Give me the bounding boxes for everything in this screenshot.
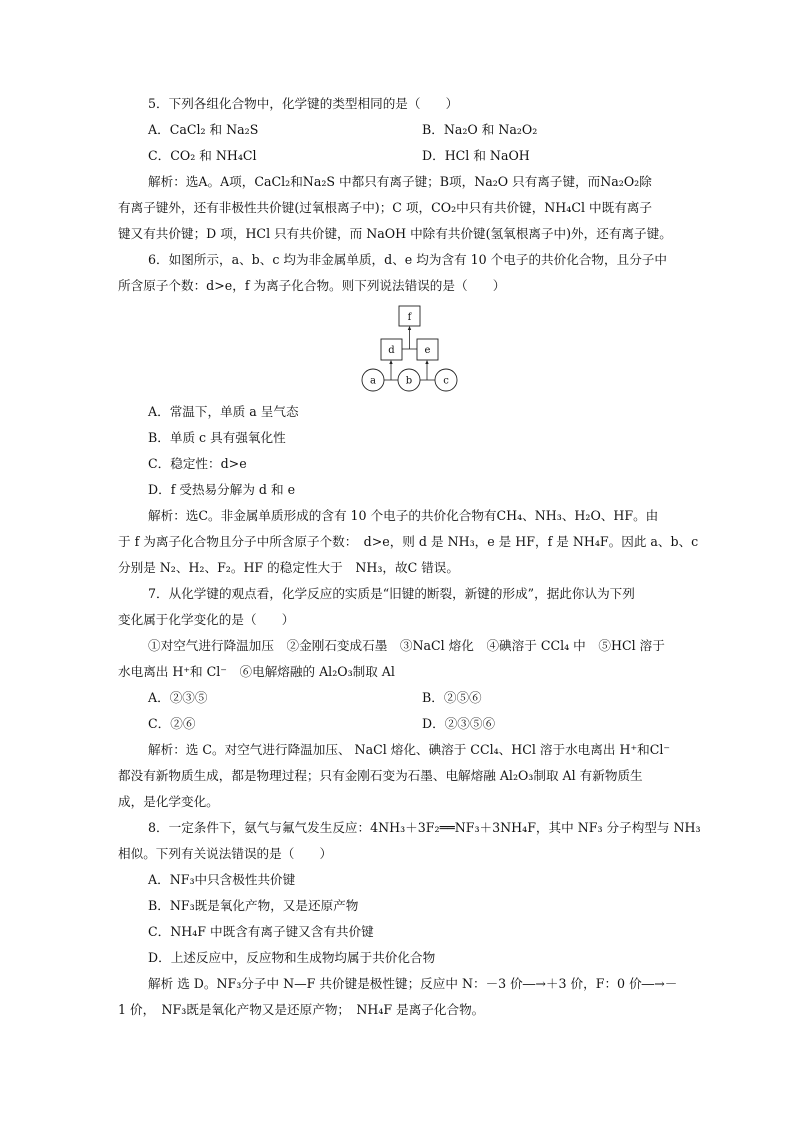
q6-stem-line-2: 所含原子个数：d>e，f 为离子化合物。则下列说法错误的是（ ） xyxy=(118,278,506,293)
q8-option-c: C．NH₄F 中既含有离子键又含有共价键 xyxy=(148,924,374,939)
q7-option-c: C．②⑥ xyxy=(148,716,196,731)
label-b: b xyxy=(405,375,413,387)
q8-stem-line-2: 相似。下列有关说法错误的是（ ） xyxy=(118,846,333,861)
q8-stem-line-1: 8．一定条件下，氨气与氟气发生反应：4NH₃＋3F₂══NF₃＋3NH₄F，其中 NF₃ 分子构型与 NH₃ xyxy=(148,820,701,835)
q8-option-a: A．NF₃中只含极性共价键 xyxy=(148,872,296,887)
q7-analysis-line-1: 解析：选 C。对空气进行降温加压、 NaCl 熔化、碘溶于 CCl₄、HCl 溶于水电离出 H⁺和Cl⁻ xyxy=(148,742,671,757)
q7-stem-line-2: 变化属于化学变化的是（ ） xyxy=(118,612,295,627)
q7-option-a: A．②③⑤ xyxy=(148,690,208,705)
q7-analysis-line-2: 都没有新物质生成，都是物理过程；只有金刚石变为石墨、电解熔融 Al₂O₃制取 Al 有新物质生 xyxy=(118,768,643,783)
q7-items-line-1: ①对空气进行降温加压 ②金刚石变成石墨 ③NaCl 熔化 ④碘溶于 CCl₄ 中 ⑤HCl 溶于 xyxy=(148,638,665,653)
q6-analysis-line-1: 解析：选C。非金属单质形成的含有 10 个电子的共价化合物有CH₄、NH₃、H₂O、HF。由 xyxy=(148,508,659,523)
q6-option-c: C．稳定性：d>e xyxy=(148,456,247,471)
q5-analysis-line-1: 解析：选A。A项，CaCl₂和Na₂S 中都只有离子键；B项，Na₂O 只有离子键，而Na₂O₂除 xyxy=(148,174,652,189)
q5-analysis-line-3: 键又有共价键；D 项，HCl 只有共价键，而 NaOH 中除有共价键(氢氧根离子中)外，还有离子键。 xyxy=(118,226,672,241)
q8-option-b: B．NF₃既是氧化产物，又是还原产物 xyxy=(148,898,359,913)
q6-option-d: D．f 受热易分解为 d 和 e xyxy=(148,482,296,497)
q6-analysis-line-3: 分别是 N₂、H₂、F₂。HF 的稳定性大于 NH₃，故C 错误。 xyxy=(118,560,459,575)
q6-stem-line-1: 6．如图所示，a、b、c 均为非金属单质，d、e 均为含有 10 个电子的共价化合物，且分子中 xyxy=(148,252,667,267)
q5-analysis-line-2: 有离子键外，还有非极性共价键(过氧根离子中)；C 项，CO₂中只有共价键，NH₄Cl 中既有离子 xyxy=(118,200,652,215)
label-f: f xyxy=(407,312,412,323)
q7-stem-line-1: 7．从化学键的观点看，化学反应的实质是“旧键的断裂，新键的形成”，据此你认为下列 xyxy=(148,586,635,601)
label-e: e xyxy=(424,345,431,356)
q8-analysis-line-2: 1 价， NF₃既是氧化产物又是还原产物； NH₄F 是离子化合物。 xyxy=(118,1002,485,1017)
q6-option-b: B．单质 c 具有强氧化性 xyxy=(148,430,286,445)
q5-option-c: C．CO₂ 和 NH₄Cl xyxy=(148,148,257,163)
q5-stem: 5．下列各组化合物中，化学键的类型相同的是（ ） xyxy=(148,96,459,111)
label-c: c xyxy=(443,375,449,387)
q8-option-d: D．上述反应中，反应物和生成物均属于共价化合物 xyxy=(148,950,436,965)
q7-analysis-line-3: 成，是化学变化。 xyxy=(118,794,219,809)
q5-option-d: D．HCl 和 NaOH xyxy=(422,148,530,163)
q5-option-b: B．Na₂O 和 Na₂O₂ xyxy=(422,122,538,137)
relationship-diagram xyxy=(356,303,466,395)
label-d: d xyxy=(388,345,395,356)
q7-option-d: D．②③⑤⑥ xyxy=(422,716,496,731)
label-a: a xyxy=(370,375,376,387)
q7-items-line-2: 水电离出 H⁺和 Cl⁻ ⑥电解熔融的 Al₂O₃制取 Al xyxy=(118,664,395,679)
q6-analysis-line-2: 于 f 为离子化合物且分子中所含原子个数： d>e，则 d 是 NH₃，e 是 HF，f 是 NH₄F。因此 a、b、c xyxy=(118,534,699,549)
q7-option-b: B．②⑤⑥ xyxy=(422,690,482,705)
q6-option-a: A．常温下，单质 a 呈气态 xyxy=(148,404,299,419)
q5-option-a: A．CaCl₂ 和 Na₂S xyxy=(148,122,259,137)
q8-analysis-line-1: 解析 选 D。NF₃分子中 N—F 共价键是极性键；反应中 N：－3 价―→＋3 价，F：0 价―→－ xyxy=(148,976,678,991)
